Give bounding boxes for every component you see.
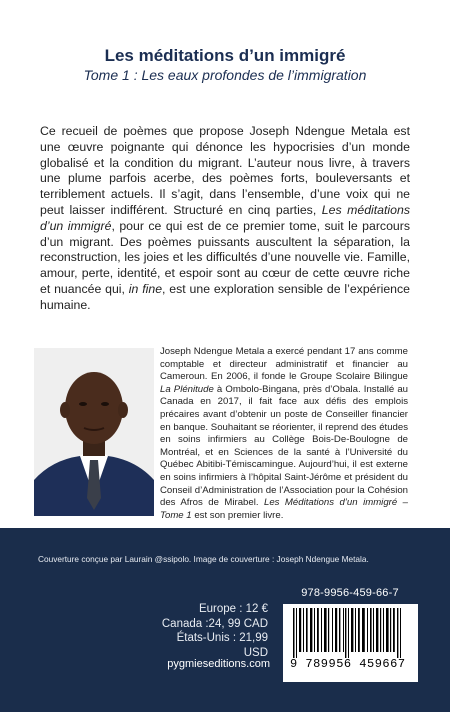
bio-italic-title: Les Méditations d’un immigré – Tome 1 (160, 497, 408, 521)
price-canada: Canada :24, 99 CAD (161, 617, 268, 630)
summary-italic-title: Les méditations d’un immigré (40, 202, 410, 233)
author-photo (34, 348, 154, 516)
summary-text: Ce recueil de poèmes que propose Joseph Ndengue Metala est une œuvre poignante qui dénonce les hypocrisies d’un monde globalisé et la condition du migrant. L’auteur nous livre, à travers une plume parfois acerbe, des poèmes forts, bouleversants et terriblement actuels. Il s’agit, dans l’ensemble, d’une voix qui ne peut laisser indifférent. Structuré en cinq parties, (40, 124, 410, 217)
price-europe: Europe : 12 € (198, 603, 268, 615)
price-usa: États-Unis : 21,99 USD (176, 632, 268, 659)
bio-italic: La Plénitude (160, 383, 214, 395)
bio-text: est son premier livre. (191, 509, 284, 521)
barcode-bars (283, 604, 418, 658)
book-summary (40, 124, 410, 314)
summary-text: , est une exploration sensible de l’expérience humaine. (40, 281, 410, 312)
author-bio (160, 346, 408, 522)
publisher-website: pygmieseditions.com (167, 658, 270, 670)
book-title: Les méditations d’un immigré (104, 46, 346, 65)
price-list (150, 602, 268, 660)
summary-text: , pour ce qui est de ce premier tome, suit le parcours d’un migrant. Des poèmes puissants auscultent la séparation, la reconstruction, les joies et les difficultés d’une nouvelle vie. Famille, amour, perte, identité, et espoir sont au cœur de cette œuvre riche et nuancée qui, (40, 218, 411, 296)
cover-credits: Couverture conçue par Laurain @ssipolo. Image de couverture : Joseph Ndengue Metala. (38, 554, 369, 564)
author-portrait-image (34, 348, 154, 516)
bio-text: Joseph Ndengue Metala a exercé pendant 17 ans comme comptable et directeur administratif et financier au Cameroun. En 2006, il fonde le Groupe Scolaire Bilingue (160, 346, 408, 383)
barcode-number: 9 789956 459667 (290, 657, 406, 671)
summary-italic: in fine (128, 281, 163, 296)
isbn-label: 978-9956-459-66-7 (301, 587, 399, 599)
book-subtitle: Tome 1 : Les eaux profondes de l’immigration (83, 67, 367, 83)
bio-text: à Ombolo-Bingana, près d’Obala. Installé au Canada en 2017, il fait face aux défis des emplois précaires avant d’obtenir un poste de Conseiller financier en banque. Souhaitant se réorienter, il reprend des études en soins infirmiers au Collège Bois-De-Boulogne de Montréal, et en Sciences de la santé à l’Université du Québec Abitibi-Témiscamingue. Aujourd’hui, il est externe en soins infirmiers à l’hôpital Saint-Jérôme et président du Conseil d’Administration de l’Association pour la Cohésion des Afros de Mirabel. (160, 383, 408, 509)
